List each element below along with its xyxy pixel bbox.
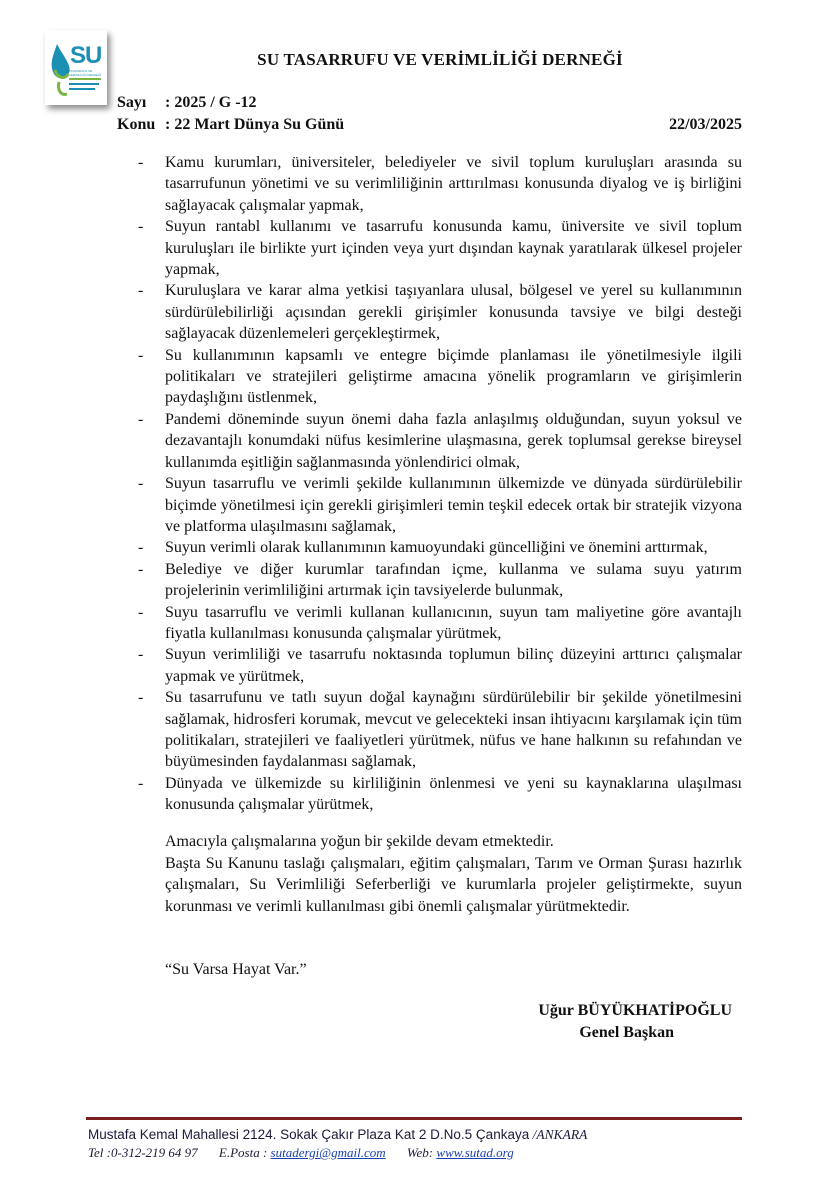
body-paragraph: Başta Su Kanunu taslağı çalışmaları, eğitim çalışmaları, Tarım ve Orman Şurası hazırlık çalışmaları, Su Verimliliği Seferberliği ve kurumlarla projeler geliştirmekte, suyun korunması ve verimli kullanılması gibi önemli çalışmalar yürütmektedir. — [165, 855, 742, 915]
association-logo — [45, 30, 107, 105]
telephone: Tel :0-312-219 64 97 — [88, 1145, 198, 1160]
web-label: Web: — [406, 1145, 434, 1160]
sayi-label: Sayı — [117, 94, 147, 111]
website-link[interactable]: www.sutad.org — [436, 1145, 514, 1160]
konu-value: : 22 Mart Dünya Su Günü — [165, 116, 345, 133]
list-item: - Dünyada ve ülkemizde su kirliliğinin önlenmesi ve yeni su kaynaklarına ulaşılması konusunda çalışmalar yürütmek, — [138, 774, 742, 814]
list-item: - Pandemi döneminde suyun önemi daha fazla anlaşılmış olduğundan, suyun yoksul ve dezavantajlı konumdaki nüfus kesimlerine ulaşmasına, gerek toplumsal gerekse bireysel kullanımda eşitliğin sağlanmasında yönlendirici olmak, — [138, 410, 742, 471]
konu-label: Konu — [117, 116, 156, 133]
objectives-list — [138, 152, 742, 816]
slogan: “Su Varsa Hayat Var.” — [165, 961, 307, 978]
list-item: - Kamu kurumları, üniversiteler, belediyeler ve sivil toplum kuruluşları arasında su tasarrufunun yönetimi ve su verimliliğinin arttırılması konusunda diyalog ve iş birliğini sağlayacak çalışmalar yapmak, — [138, 154, 742, 214]
closing-line: Amacıyla çalışmalarına yoğun bir şekilde devam etmektedir. — [165, 833, 554, 850]
footer-contact — [88, 1145, 514, 1161]
list-item: - Suyun verimli olarak kullanımının kamuoyundaki güncelliğini ve önemini arttırmak, — [138, 539, 708, 557]
konu-row — [117, 116, 344, 134]
list-item: - Suyun verimliliği ve tasarrufu noktasında toplumun bilinç düzeyini arttırıcı çalışmalar yapmak ve yürütmek, — [138, 646, 742, 685]
sayi-row — [117, 94, 257, 112]
sayi-value: : 2025 / G -12 — [165, 94, 257, 111]
logo-subtext: TASARRUFU VE VERİMLİLİĞİ DERNEĞİ — [69, 69, 102, 77]
email-label: E.Posta : — [218, 1145, 268, 1160]
logo-text: SU — [70, 42, 102, 69]
address-city: /ANKARA — [529, 1127, 588, 1142]
document-date: 22/03/2025 — [669, 116, 742, 133]
organization-title: SU TASARRUFU VE VERİMLİLİĞİ DERNEĞİ — [257, 50, 623, 69]
footer-address — [88, 1127, 587, 1143]
list-item: - Suyun tasarruflu ve verimli şekilde kullanımının ülkemizde ve dünyada sürdürülebilir biçimde yönetilmesi için gerekli girişimleri temin teşkil edecek ortak bir stratejik vizyona ve platforma ulaşılmasını sağlamak, — [138, 475, 742, 535]
list-item: - Suyun rantabl kullanımı ve tasarrufu konusunda kamu, üniversite ve sivil toplum kuruluşları ile birlikte yurt içinden veya yurt dışından kaynak yaratılarak ülkesel projeler yapmak, — [138, 218, 742, 279]
email-link[interactable]: sutadergi@gmail.com — [270, 1145, 386, 1160]
footer-divider — [86, 1117, 742, 1120]
list-item: - Belediye ve diğer kurumlar tarafından içme, kullanma ve sulama suyu yatırım projelerinin verimliliğini artırmak için tavsiyelerde bulunmak, — [138, 560, 742, 600]
signatory-name: Uğur BÜYÜKHATİPOĞLU — [538, 1002, 732, 1019]
list-item: - Su tasarrufunu ve tatlı suyun doğal kaynağını sürdürülebilir bir şekilde yönetilmesini sağlamak, hidrosferi korumak, mevcut ve gelecekteki insan ihtiyacını karşılamak için tüm politikaları, stratejileri ve faaliyetleri yürütmek, nüfus ve hane halkının su refahından ve büyümesinden faydalanması sağlamak, — [138, 689, 742, 771]
list-item: - Suyu tasarruflu ve verimli kullanan kullanıcının, suyun tam maliyetine göre avantajlı fiyatla kullanılması konusunda çalışmalar yürütmek, — [138, 603, 742, 642]
signatory-title: Genel Başkan — [579, 1024, 674, 1041]
list-item: - Kuruluşlara ve karar alma yetkisi taşıyanlara ulusal, bölgesel ve yerel su kullanımının sürdürülebilirliği açısından gerekli girişimler konusunda tavsiye ve bilgi desteği sağlayacak düzenlemeleri gerçekleştirmek, — [138, 282, 742, 343]
list-item: - Su kullanımının kapsamlı ve entegre biçimde planlaması ile yönetilmesiyle ilgili politikaları ve stratejileri geliştirme amacına yönelik programların ve girişimlerin paydaşlığını üstlenmek, — [138, 346, 742, 407]
address-text: Mustafa Kemal Mahallesi 2124. Sokak Çakır Plaza Kat 2 D.No.5 Çankaya — [88, 1127, 530, 1142]
